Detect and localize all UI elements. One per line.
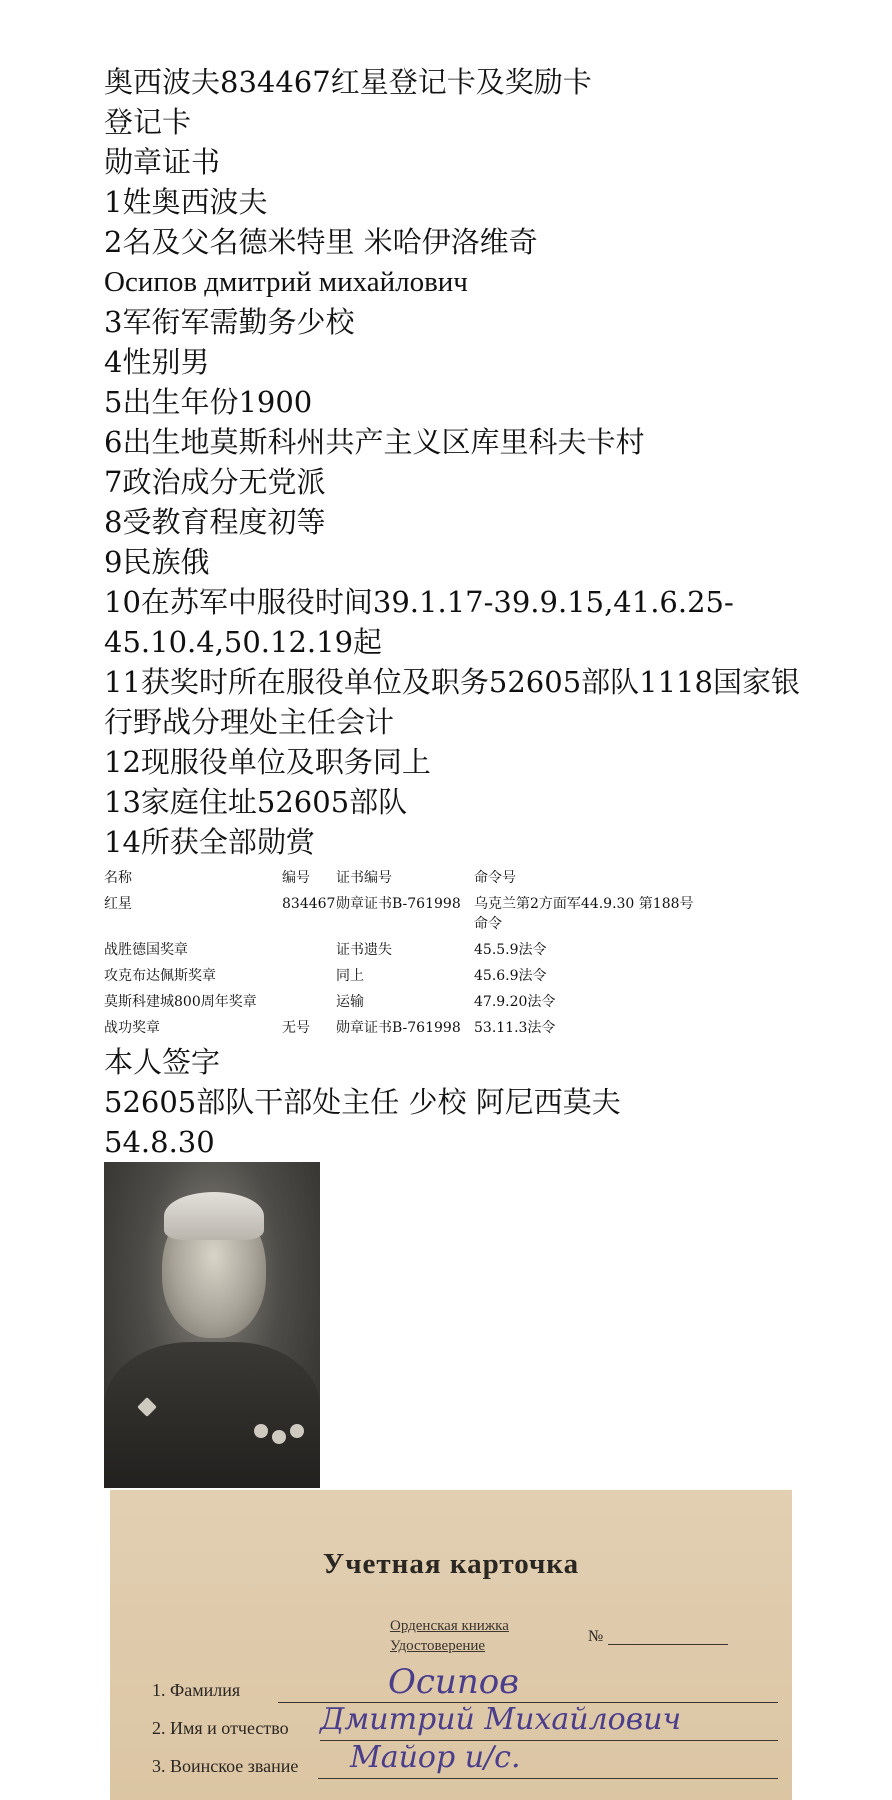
card-certificate-label: Удостоверение — [390, 1638, 486, 1654]
table-row — [104, 936, 694, 962]
field-rank: 3军衔军需勤务少校 — [104, 305, 355, 339]
field-name-patronymic: 2名及父名德米特里 米哈伊洛维奇 — [104, 225, 538, 259]
card-number-label: № — [588, 1628, 604, 1645]
award-certificate: 勋章证书B-761998 — [336, 1020, 461, 1036]
card-order-book-label: Орденская книжка — [390, 1618, 509, 1634]
signature-date: 54.8.30 — [104, 1125, 215, 1159]
field-birthplace: 6出生地莫斯科州共产主义区库里科夫卡村 — [104, 425, 645, 459]
award-number — [282, 988, 336, 1014]
award-name: 红星 — [104, 896, 132, 912]
field-political-status: 7政治成分无党派 — [104, 465, 326, 499]
card-value-rank: Майор и/с. — [350, 1740, 521, 1775]
award-order: 乌克兰第2方面军44.9.30 第188号命令 — [474, 896, 694, 932]
card-field-surname — [152, 1680, 240, 1701]
awards-header-number: 编号 — [282, 870, 310, 886]
award-name: 莫斯科建城800周年奖章 — [104, 994, 257, 1010]
card-number-rule — [608, 1644, 728, 1645]
document-text — [104, 62, 804, 1162]
field-all-awards: 14所获全部勋赏 — [104, 825, 315, 859]
award-order: 53.11.3法令 — [474, 1020, 556, 1036]
card-value-surname: Осипов — [388, 1662, 519, 1702]
award-certificate: 勋章证书B-761998 — [336, 896, 461, 912]
card-field-number: 2. — [152, 1718, 166, 1738]
award-number — [282, 962, 336, 988]
portrait-photo — [104, 1162, 320, 1488]
card-value-name: Дмитрий Михайлович — [320, 1702, 682, 1737]
medal-icon — [254, 1424, 268, 1438]
field-sex: 4性别男 — [104, 345, 210, 379]
table-row — [104, 890, 694, 936]
awards-header-order: 命令号 — [474, 870, 516, 886]
table-row — [104, 1014, 694, 1040]
signatory: 52605部队干部处主任 少校 阿尼西莫夫 — [104, 1085, 621, 1119]
field-unit-at-award: 11获奖时所在服役单位及职务52605部队1118国家银行野战分理处主任会计 — [104, 665, 800, 739]
field-home-address: 13家庭住址52605部队 — [104, 785, 408, 819]
field-surname: 1姓奥西波夫 — [104, 185, 268, 219]
awards-header-name: 名称 — [104, 870, 132, 886]
award-name: 战胜德国奖章 — [104, 942, 188, 958]
award-certificate: 同上 — [336, 968, 364, 984]
field-education: 8受教育程度初等 — [104, 505, 326, 539]
card-field-label: Фамилия — [170, 1680, 241, 1700]
doc-title: 奥西波夫834467红星登记卡及奖励卡 — [104, 65, 592, 99]
card-field-rank — [152, 1756, 298, 1777]
award-certificate: 证书遗失 — [336, 942, 392, 958]
card-field-label: Имя и отчество — [170, 1718, 289, 1738]
field-nationality: 9民族俄 — [104, 545, 210, 579]
field-current-unit: 12现服役单位及职务同上 — [104, 745, 431, 779]
card-field-name — [152, 1718, 289, 1739]
award-name: 战功奖章 — [104, 1020, 160, 1036]
photo-uniform — [104, 1342, 320, 1488]
medal-icon — [272, 1430, 286, 1444]
awards-table — [104, 864, 694, 1040]
awards-table-header — [104, 864, 694, 890]
awards-header-certificate: 证书编号 — [336, 870, 392, 886]
doc-subtitle-registration-card: 登记卡 — [104, 105, 192, 139]
award-order: 47.9.20法令 — [474, 994, 556, 1010]
award-certificate: 运输 — [336, 994, 364, 1010]
card-title: Учетная карточка — [322, 1548, 580, 1580]
award-order: 45.5.9法令 — [474, 942, 547, 958]
signature-label: 本人签字 — [104, 1045, 221, 1079]
registration-card-scan — [110, 1490, 792, 1800]
card-field-rule — [318, 1778, 778, 1779]
table-row — [104, 962, 694, 988]
award-number: 无号 — [282, 1020, 310, 1036]
table-row — [104, 988, 694, 1014]
award-number — [282, 936, 336, 962]
card-field-label: Воинское звание — [170, 1756, 299, 1776]
award-name: 攻克布达佩斯奖章 — [104, 968, 216, 984]
card-field-number: 1. — [152, 1680, 166, 1700]
doc-subtitle-medal-certificate: 勋章证书 — [104, 145, 221, 179]
field-birth-year: 5出生年份1900 — [104, 385, 313, 419]
photo-hair — [164, 1192, 264, 1240]
award-order: 45.6.9法令 — [474, 968, 547, 984]
field-service-period: 10在苏军中服役时间39.1.17-39.9.15,41.6.25-45.10.4,50.12.19起 — [104, 585, 734, 659]
award-number: 834467 — [282, 896, 336, 912]
medal-icon — [290, 1424, 304, 1438]
field-name-russian: Осипов дмитрий михайлович — [104, 266, 468, 298]
card-field-number: 3. — [152, 1756, 166, 1776]
